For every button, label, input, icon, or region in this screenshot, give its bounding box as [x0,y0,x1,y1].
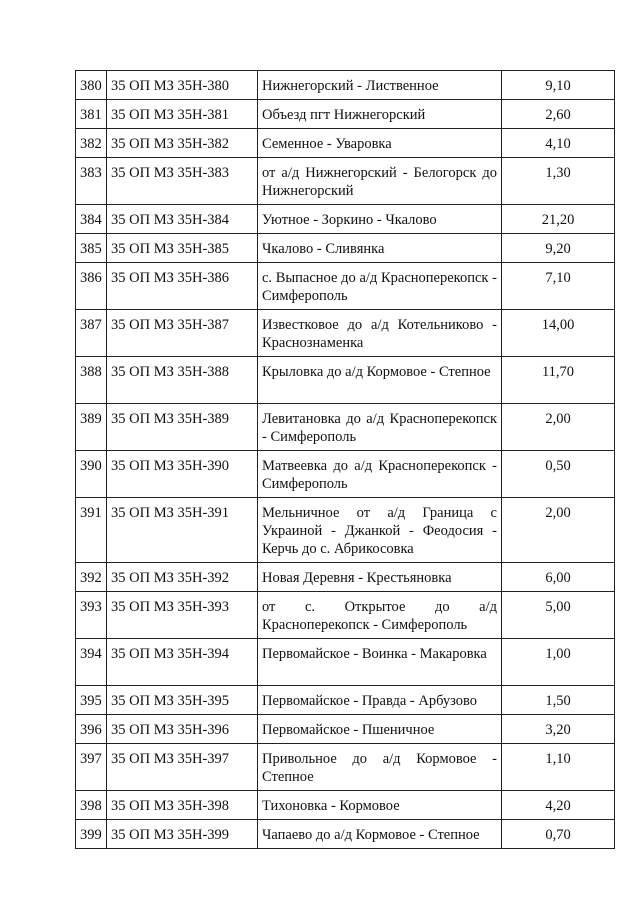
row-number: 394 [76,639,107,686]
road-code: 35 ОП МЗ 35Н-390 [107,451,258,498]
road-code: 35 ОП МЗ 35Н-397 [107,744,258,791]
table-row [76,563,615,592]
row-number: 382 [76,129,107,158]
road-code: 35 ОП МЗ 35Н-396 [107,715,258,744]
road-length: 1,30 [502,158,615,205]
row-number: 392 [76,563,107,592]
road-name: Первомайское - Пшеничное [258,715,502,744]
road-name: Новая Деревня - Крестьяновка [258,563,502,592]
road-length: 6,00 [502,563,615,592]
road-code: 35 ОП МЗ 35Н-391 [107,498,258,563]
table-row [76,357,615,404]
row-number: 381 [76,100,107,129]
road-code: 35 ОП МЗ 35Н-383 [107,158,258,205]
table-row [76,404,615,451]
row-number: 385 [76,234,107,263]
table-row [76,592,615,639]
road-code: 35 ОП МЗ 35Н-384 [107,205,258,234]
row-number: 386 [76,263,107,310]
road-name: Мельничное от а/д Граница с Украиной - Джанкой - Феодосия - Керчь до с. Абрикосовка [258,498,502,563]
road-name: Привольное до а/д Кормовое - Степное [258,744,502,791]
road-code: 35 ОП МЗ 35Н-398 [107,791,258,820]
road-name: Первомайское - Правда - Арбузово [258,686,502,715]
road-code: 35 ОП МЗ 35Н-393 [107,592,258,639]
road-length: 4,20 [502,791,615,820]
road-code: 35 ОП МЗ 35Н-389 [107,404,258,451]
road-name: Тихоновка - Кормовое [258,791,502,820]
row-number: 388 [76,357,107,404]
road-length: 1,10 [502,744,615,791]
road-length: 14,00 [502,310,615,357]
row-number: 390 [76,451,107,498]
road-name: Первомайское - Воинка - Макаровка [258,639,502,686]
road-name: от а/д Нижнегорский - Белогорск до Нижнегорский [258,158,502,205]
row-number: 391 [76,498,107,563]
road-name: Известковое до а/д Котельниково - Краснознаменка [258,310,502,357]
road-name: Объезд пгт Нижнегорский [258,100,502,129]
road-name: Уютное - Зоркино - Чкалово [258,205,502,234]
row-number: 387 [76,310,107,357]
table-row [76,100,615,129]
table-row [76,715,615,744]
row-number: 384 [76,205,107,234]
table-row [76,744,615,791]
road-length: 2,60 [502,100,615,129]
road-code: 35 ОП МЗ 35Н-387 [107,310,258,357]
road-name: от с. Открытое до а/д Красноперекопск - Симферополь [258,592,502,639]
road-name: Крыловка до а/д Кормовое - Степное [258,357,502,404]
road-name: Чкалово - Сливянка [258,234,502,263]
road-code: 35 ОП МЗ 35Н-394 [107,639,258,686]
road-code: 35 ОП МЗ 35Н-385 [107,234,258,263]
road-code: 35 ОП МЗ 35Н-395 [107,686,258,715]
row-number: 389 [76,404,107,451]
road-length: 9,10 [502,71,615,100]
road-code: 35 ОП МЗ 35Н-380 [107,71,258,100]
road-length: 0,50 [502,451,615,498]
row-number: 396 [76,715,107,744]
table-row [76,263,615,310]
row-number: 398 [76,791,107,820]
road-code: 35 ОП МЗ 35Н-399 [107,820,258,849]
roads-table-body [76,71,615,849]
road-length: 2,00 [502,498,615,563]
row-number: 383 [76,158,107,205]
table-row [76,158,615,205]
table-row [76,498,615,563]
roads-table [75,70,615,849]
table-row [76,820,615,849]
table-row [76,205,615,234]
row-number: 395 [76,686,107,715]
road-code: 35 ОП МЗ 35Н-388 [107,357,258,404]
table-row [76,791,615,820]
road-length: 4,10 [502,129,615,158]
road-code: 35 ОП МЗ 35Н-392 [107,563,258,592]
road-length: 21,20 [502,205,615,234]
road-name: с. Выпасное до а/д Красноперекопск - Симферополь [258,263,502,310]
road-length: 1,50 [502,686,615,715]
road-length: 5,00 [502,592,615,639]
road-name: Нижнегорский - Лиственное [258,71,502,100]
table-row [76,71,615,100]
road-code: 35 ОП МЗ 35Н-381 [107,100,258,129]
table-row [76,686,615,715]
road-name: Левитановка до а/д Красноперекопск - Симферополь [258,404,502,451]
road-length: 9,20 [502,234,615,263]
road-length: 3,20 [502,715,615,744]
road-code: 35 ОП МЗ 35Н-382 [107,129,258,158]
row-number: 397 [76,744,107,791]
table-row [76,639,615,686]
road-name: Матвеевка до а/д Красноперекопск - Симферополь [258,451,502,498]
road-name: Чапаево до а/д Кормовое - Степное [258,820,502,849]
row-number: 399 [76,820,107,849]
table-row [76,310,615,357]
road-length: 7,10 [502,263,615,310]
table-row [76,451,615,498]
road-length: 11,70 [502,357,615,404]
row-number: 393 [76,592,107,639]
table-row [76,234,615,263]
road-length: 1,00 [502,639,615,686]
road-length: 0,70 [502,820,615,849]
road-code: 35 ОП МЗ 35Н-386 [107,263,258,310]
road-length: 2,00 [502,404,615,451]
road-name: Семенное - Уваровка [258,129,502,158]
row-number: 380 [76,71,107,100]
table-row [76,129,615,158]
